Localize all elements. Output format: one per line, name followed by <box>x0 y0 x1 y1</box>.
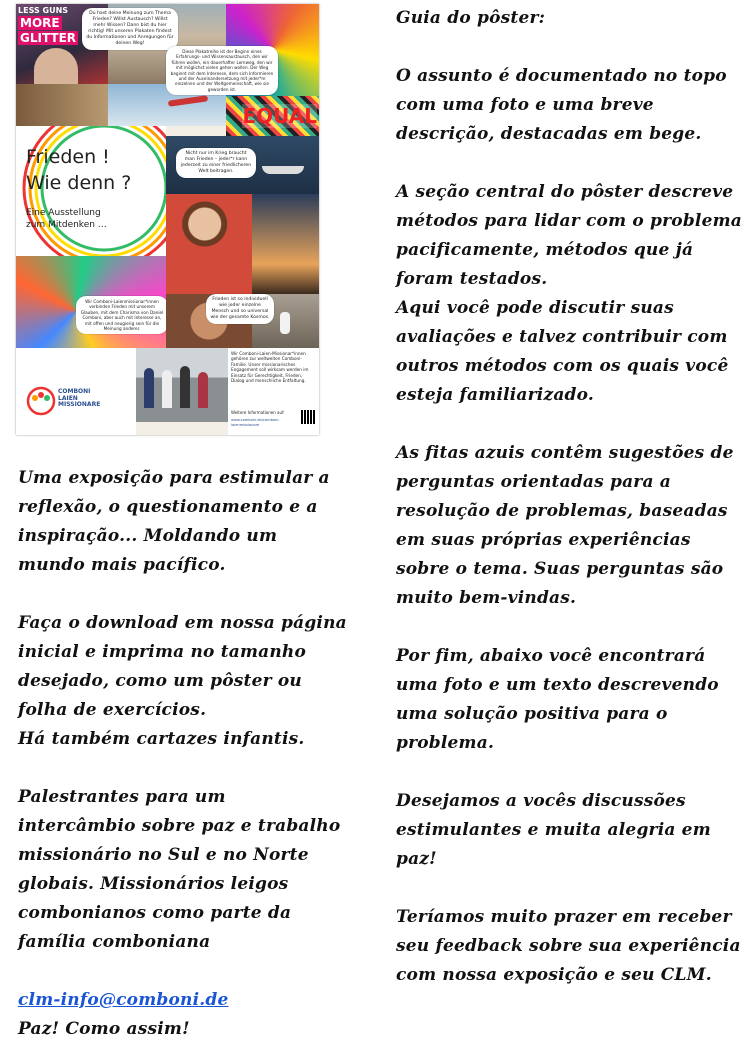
logo-line3: MISSIONARE <box>58 401 101 408</box>
poster-url: www.comboni.de/comboni-laienmissionare <box>231 418 280 427</box>
equal-artwork <box>226 96 319 136</box>
guide-heading: Guia do pôster: <box>396 8 546 28</box>
festival-photo <box>252 194 319 294</box>
guide-paragraph-topic: O assunto é documentado no topo com uma foto e uma breve descrição, destacadas em bege. <box>396 66 727 144</box>
guide-paragraph-wishes: Desejamos a vocês discussões estimulantes e muita alegria em paz! <box>396 791 711 869</box>
title-card <box>16 126 166 256</box>
equal-text: EQUAL <box>242 104 317 128</box>
guide-paragraph-feedback: Teríamos muito prazer em receber seu feedback sobre sua experiência com nossa exposição e seu CLM. <box>396 907 741 985</box>
more-info-label: Weitere Informationen auf: <box>231 410 285 415</box>
group-photo <box>136 348 228 422</box>
speakers-paragraph: Palestrantes para um intercâmbio sobre paz e trabalho missionário no Sul e no Norte globais. Missionários leigos combonianos como parte da família comboniana <box>18 787 341 952</box>
download-paragraph: Faça o download em nossa página inicial e imprima no tamanho desejado, como um pôster ou folha de exercícios. <box>18 613 347 720</box>
badge-line1: LESS GUNS <box>18 6 69 15</box>
individual-note: Frieden ist so individuell wie jeder einzelne Mensch und so universal wie der gesamte Kosmos. <box>206 294 274 324</box>
guide-paragraph-ribbons: As fitas azuis contêm sugestões de perguntas orientadas para a resolução de problemas, baseadas em suas próprias experiências sobre o tema. Suas perguntas são muito bem-vindas. <box>396 443 734 608</box>
child-photo <box>166 194 252 294</box>
clm-logo-icon <box>26 386 56 416</box>
war-note: Nicht nur im Krieg braucht man Frieden – jeder*r kann jederzeit zu einer friedlicheren Welt beitragen. <box>176 148 256 178</box>
poster-guide-column <box>396 4 748 990</box>
qr-code-icon <box>301 410 315 424</box>
closing-line: Paz! Como assim! <box>18 1019 190 1039</box>
poster-title-line1: Frieden ! <box>26 146 110 168</box>
about-note: Diese Plakatreihe ist der Beginn eines Erfahrungs- und Wissensaustausch, den wir führen wollen, ein dauerhafter Lernweg, den wir mit möglichst vielen gehen wollen. Der Weg beginnt mit dem Interesse, dem sich Informieren und der Auseinandersetzung mit jeder*m einzelnen und der Weltgemeinschaft, wie sie geworden ist. <box>166 46 278 95</box>
logo-line2: LAIEN <box>58 394 78 402</box>
sepia-photo <box>16 84 108 126</box>
clm-note: Wir Comboni-Laienmissionar*innen verbinden Frieden mit unserem Glauben, mit dem Charisma von Daniel Comboni, aber auch mit Interesse an, mit offen und neugierig sein für die Meinung anderer. <box>76 296 168 334</box>
logo-line1: COMBONI <box>58 388 91 395</box>
guide-paragraph-methods: A seção central do pôster descreve métodos para lidar com o problema pacificamente, métodos que já foram testados. <box>396 182 742 289</box>
badge-line3: GLITTER <box>20 31 77 45</box>
exhibition-poster <box>16 4 319 435</box>
poster-subtitle-line2: zum Mitdenken … <box>26 220 107 230</box>
logo-area <box>16 348 136 435</box>
poster-title-line2: Wie denn ? <box>26 172 132 194</box>
family-note: Wir Comboni-Laien-Missionar*innen gehören zur weltweiten Comboni-Familie. Unser missionarisches Engagement soll wirksam werden im Einsatz für Gerechtigkeit, Frieden, Dialog und menschliche Entfaltung. <box>231 351 309 384</box>
badge-line2: MORE <box>20 16 60 30</box>
intro-paragraph: Uma exposição para estimular a reflexão, o questionamento e a inspiração... Moldando um mundo mais pacífico. <box>18 468 330 575</box>
kids-posters-line: Há também cartazes infantis. <box>18 729 305 749</box>
intro-note: Du hast deine Meinung zum Thema Frieden? Willst Austausch? Willst mehr Wissen? Dann bist du hier richtig! Mit unseren Plakaten findest du Informationen und Anregungen für deinen Weg! <box>82 8 178 50</box>
guide-paragraph-discuss: Aqui você pode discutir suas avaliações e talvez contribuir com outros métodos com os quais você esteja familiarizado. <box>396 298 729 405</box>
guide-paragraph-solution: Por fim, abaixo você encontrará uma foto e um texto descrevendo uma solução positiva para o problema. <box>396 646 719 753</box>
contact-email-link[interactable]: clm-info@comboni.de <box>18 990 229 1010</box>
poster-subtitle-line1: Eine Ausstellung <box>26 208 101 218</box>
exhibition-description <box>18 464 348 1044</box>
family-text-area <box>228 348 319 435</box>
